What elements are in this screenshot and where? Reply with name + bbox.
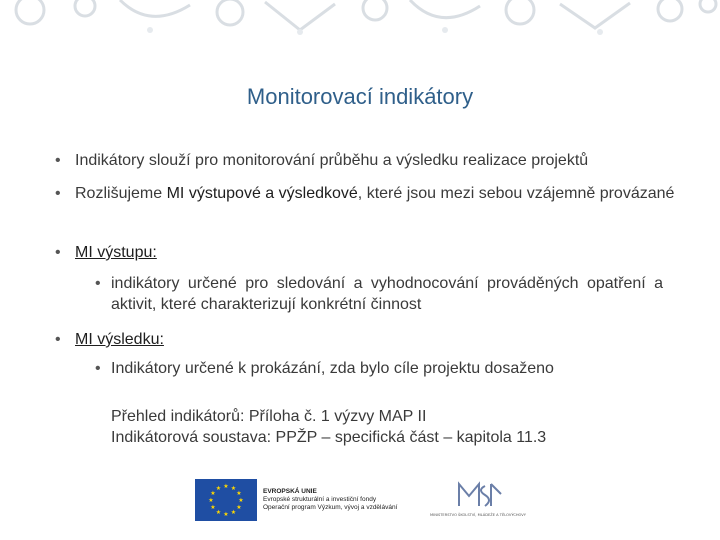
bullet-heading-mi-output: MI výstupu: (75, 244, 157, 261)
bullet-heading-mi-result: MI výsledku: (75, 331, 164, 348)
bullet-item (55, 329, 675, 350)
bullet-item (55, 242, 675, 263)
svg-text:★: ★ (223, 483, 229, 490)
bullet-text-part: , které jsou mezi sebou vzájemně provázané (357, 185, 675, 202)
bullet-icon: • (95, 360, 101, 377)
sub-bullet-item (95, 273, 663, 315)
sub-bullet-text: Indikátory určené k prokázání, zda bylo cíle projektu dosaženo (111, 360, 554, 377)
svg-text:★: ★ (238, 497, 244, 504)
sub-bullet-text: indikátory určené pro sledování a vyhodnocování prováděných opatření a aktivit, které charakterizují konkrétní činnost (111, 275, 663, 313)
header-decorative-pattern (0, 0, 720, 40)
bullet-icon: • (55, 244, 61, 261)
svg-text:★: ★ (230, 509, 237, 516)
svg-text:★: ★ (210, 504, 216, 511)
note-line: Indikátorová soustava: PPŽP – specifická část – kapitola 11.3 (111, 429, 547, 446)
msmt-logo-icon (430, 478, 526, 522)
bullet-text-part: Rozlišujeme (75, 185, 167, 202)
note-line: Přehled indikátorů: Příloha č. 1 výzvy MAP II (111, 408, 427, 425)
svg-text:★: ★ (230, 485, 237, 492)
eu-program: Operační program Výzkum, vývoj a vzdělávání (263, 504, 398, 511)
bullet-icon: • (55, 152, 61, 169)
svg-text:★: ★ (223, 511, 229, 518)
svg-text:★: ★ (236, 504, 242, 511)
bullet-text: Indikátory slouží pro monitorování průběhu a výsledku realizace projektů (75, 152, 589, 169)
eu-funds: Evropské strukturální a investiční fondy (263, 496, 377, 503)
bullet-icon: • (95, 275, 101, 292)
bullet-text-emphasis: MI výstupové a výsledkové (166, 185, 358, 202)
bullet-icon: • (55, 185, 61, 202)
msmt-name: MINISTERSTVO ŠKOLSTVÍ, MLÁDEŽE A TĚLOVÝCHOVY (430, 513, 526, 517)
eu-program-text (263, 488, 433, 512)
bullet-icon: • (55, 331, 61, 348)
footer-logos (195, 477, 526, 523)
eu-name: EVROPSKÁ UNIE (263, 488, 317, 495)
bullet-item (55, 183, 675, 204)
svg-text:★: ★ (215, 485, 222, 492)
bullet-item (55, 150, 675, 171)
bullet-text (75, 183, 675, 204)
svg-text:★: ★ (210, 490, 216, 497)
slide-title: Monitorovací indikátory (246, 84, 474, 109)
reference-notes (111, 406, 546, 448)
svg-text:★: ★ (236, 490, 242, 497)
svg-text:★: ★ (208, 497, 214, 504)
sub-bullet-item (95, 358, 663, 379)
eu-flag-icon (195, 479, 257, 521)
svg-text:★: ★ (215, 509, 222, 516)
